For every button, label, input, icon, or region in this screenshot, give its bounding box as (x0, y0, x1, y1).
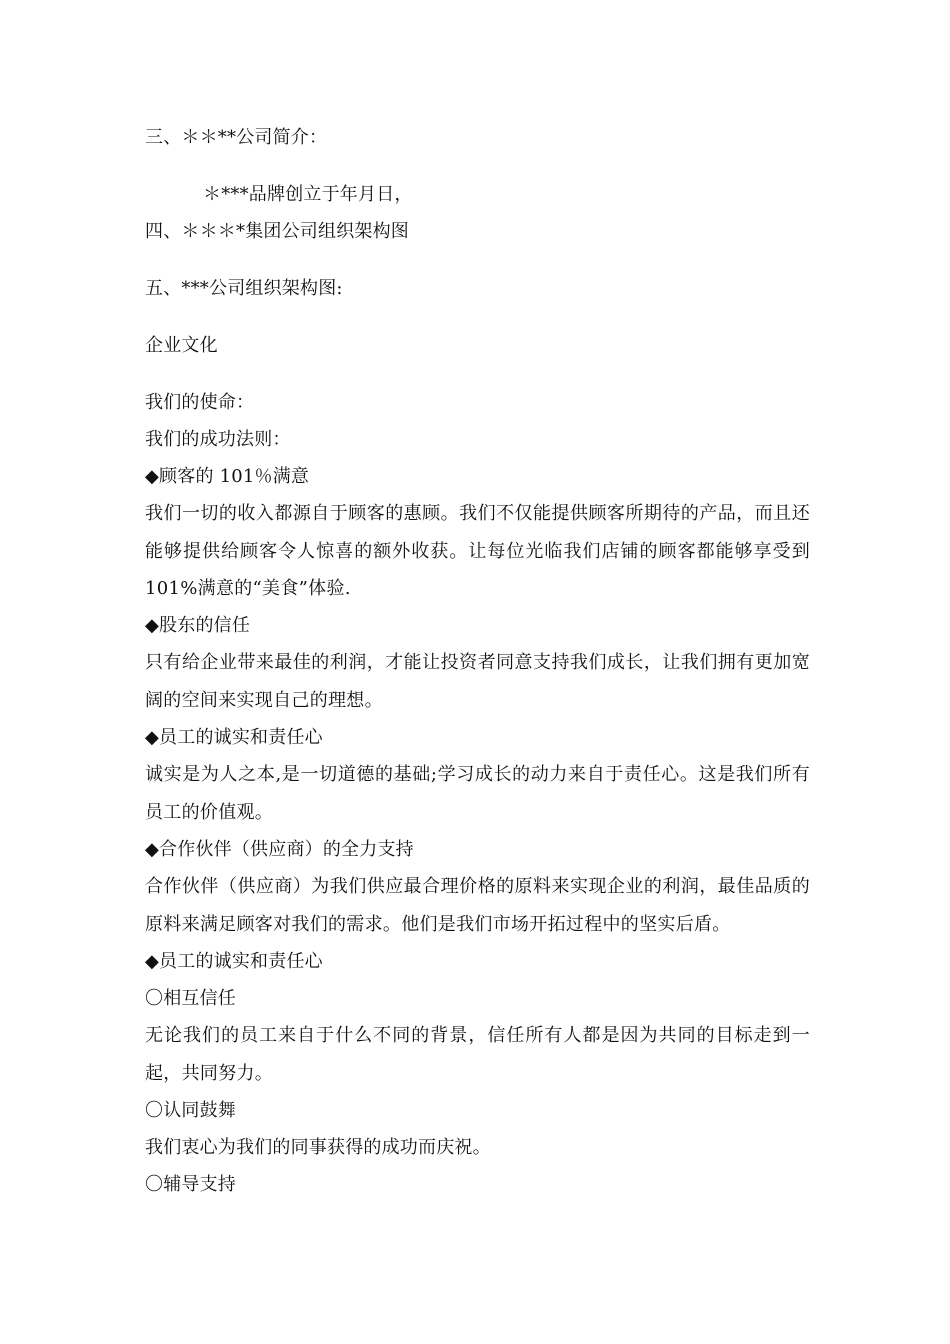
section-3-heading: 三、＊＊**公司简介： (145, 127, 328, 148)
mission-label: 我们的使命： (145, 392, 255, 413)
item-heading-employee: ◆员工的诚实和责任心 (145, 727, 323, 748)
value-heading-support: 〇辅导支持 (145, 1174, 236, 1195)
culture-title: 企业文化 (145, 335, 218, 356)
section-3-body: ＊***品牌创立于年月日， (203, 184, 413, 205)
section-4-heading: 四、＊＊＊*集团公司组织架构图 (145, 221, 409, 242)
item-heading-employee-2: ◆员工的诚实和责任心 (145, 951, 323, 972)
item-heading-shareholder: ◆股东的信任 (145, 615, 251, 636)
item-heading-customer: ◆顾客的 101％满意 (145, 466, 310, 487)
item-body-partner: 合作伙伴（供应商）为我们供应最合理价格的原料来实现企业的利润，最佳品质的原料来满足顾客对我们的需求。他们是我们市场开拓过程中的坚实后盾。 (145, 876, 810, 935)
section-5-heading: 五、***公司组织架构图: (145, 278, 343, 299)
item-heading-partner: ◆合作伙伴（供应商）的全力支持 (145, 839, 414, 860)
value-body-trust: 无论我们的员工来自于什么不同的背景，信任所有人都是因为共同的目标走到一起，共同努力。 (145, 1025, 810, 1084)
success-rules-label: 我们的成功法则： (145, 429, 291, 450)
value-heading-trust: 〇相互信任 (145, 988, 236, 1009)
item-body-shareholder: 只有给企业带来最佳的利润，才能让投资者同意支持我们成长，让我们拥有更加宽阔的空间来实现自己的理想。 (145, 652, 810, 711)
item-body-customer: 我们一切的收入都源自于顾客的惠顾。我们不仅能提供顾客所期待的产品，而且还能够提供给顾客令人惊喜的额外收获。让每位光临我们店铺的顾客都能够享受到 101%满意的“美食”体验. (145, 503, 810, 599)
item-body-employee: 诚实是为人之本,是一切道德的基础;学习成长的动力来自于责任心。这是我们所有员工的价值观。 (145, 764, 810, 823)
value-heading-encourage: 〇认同鼓舞 (145, 1100, 236, 1121)
value-body-encourage: 我们衷心为我们的同事获得的成功而庆祝。 (145, 1137, 491, 1158)
